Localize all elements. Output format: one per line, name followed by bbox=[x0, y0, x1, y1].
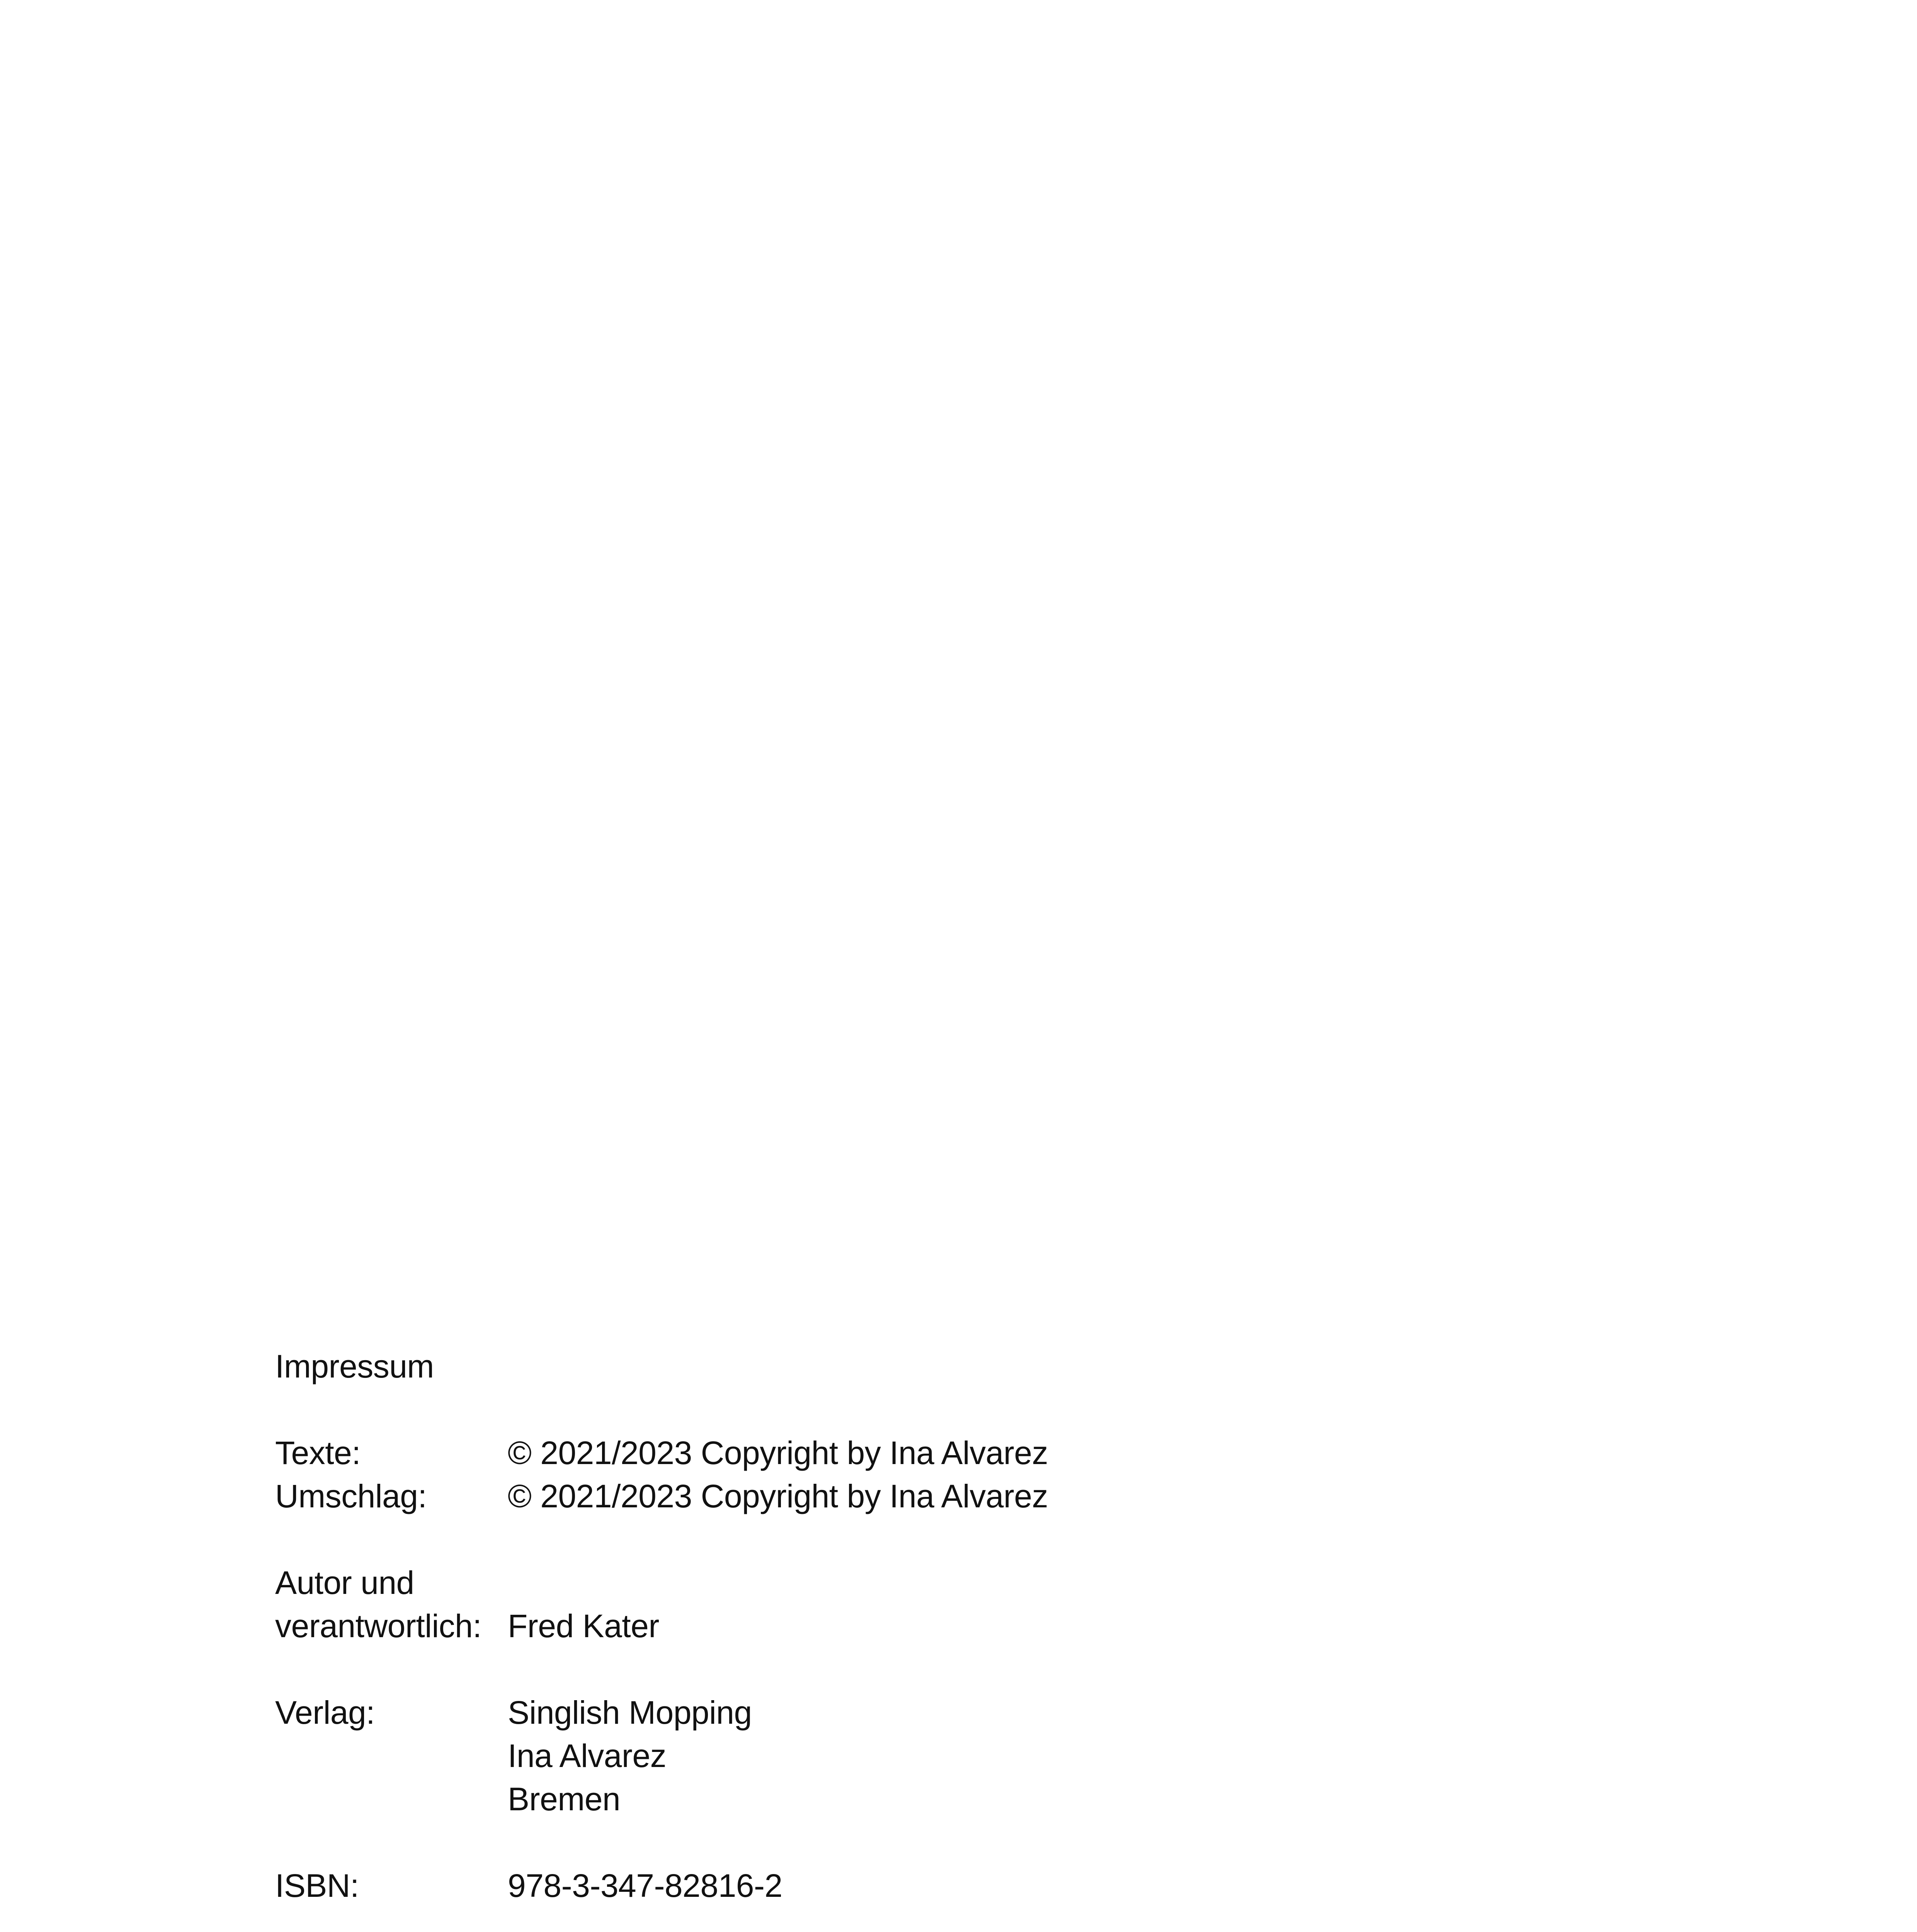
spacer bbox=[275, 1648, 1674, 1691]
texte-row bbox=[275, 1431, 1674, 1475]
spacer bbox=[275, 1388, 1674, 1431]
verlag-label: Verlag: bbox=[275, 1694, 375, 1731]
imprint-heading-row bbox=[275, 1345, 1674, 1388]
autor-row-1 bbox=[275, 1561, 1674, 1604]
autor-value: Fred Kater bbox=[508, 1608, 659, 1644]
verlag-row-2 bbox=[275, 1734, 1674, 1777]
verlag-row bbox=[275, 1691, 1674, 1734]
verlag-row-3 bbox=[275, 1777, 1674, 1821]
spacer bbox=[275, 1821, 1674, 1864]
umschlag-value: © 2021/2023 Copyright by Ina Alvarez bbox=[508, 1478, 1048, 1514]
imprint-heading: Impressum bbox=[275, 1348, 434, 1384]
imprint-section bbox=[275, 1345, 1674, 1932]
isbn-row bbox=[275, 1864, 1674, 1907]
umschlag-label: Umschlag: bbox=[275, 1478, 427, 1514]
texte-label: Texte: bbox=[275, 1435, 361, 1471]
verlag-value-line3: Bremen bbox=[508, 1781, 621, 1817]
verlag-value-line2: Ina Alvarez bbox=[508, 1738, 667, 1774]
verlag-value-line1: Singlish Mopping bbox=[508, 1694, 752, 1731]
spacer bbox=[275, 1518, 1674, 1561]
isbn-value: 978-3-347-82816-2 bbox=[508, 1867, 782, 1904]
empty-label bbox=[275, 1777, 508, 1821]
umschlag-row bbox=[275, 1475, 1674, 1518]
isbn-label: ISBN: bbox=[275, 1867, 359, 1904]
autor-label-line2: verantwortlich: bbox=[275, 1608, 482, 1644]
texte-value: © 2021/2023 Copyright by Ina Alvarez bbox=[508, 1435, 1048, 1471]
autor-row-2 bbox=[275, 1604, 1674, 1648]
spacer bbox=[275, 1907, 1674, 1932]
autor-label-line1: Autor und bbox=[275, 1565, 414, 1601]
empty-label bbox=[275, 1734, 508, 1777]
